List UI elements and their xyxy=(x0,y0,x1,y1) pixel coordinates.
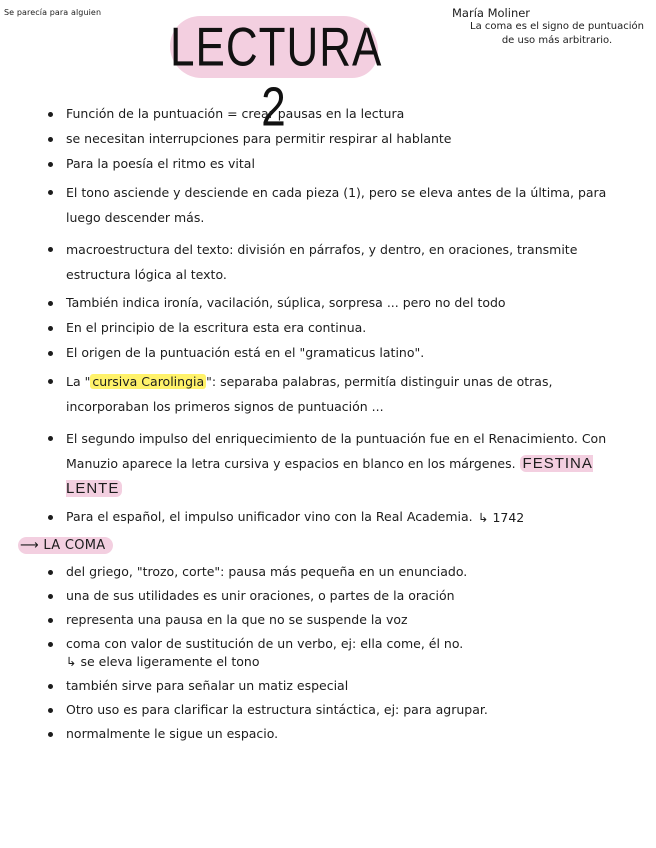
bullet-icon xyxy=(48,162,53,167)
list-item xyxy=(48,344,623,362)
quote-author: María Moliner xyxy=(452,6,531,20)
item-text: del griego, "trozo, corte": pausa más pequeña en un enunciado. xyxy=(66,564,468,579)
bullet-icon xyxy=(48,351,53,356)
list-item xyxy=(48,677,628,695)
list-item xyxy=(48,426,623,501)
bullet-icon xyxy=(48,436,53,441)
bullet-icon xyxy=(48,618,53,623)
festina-lente-highlight: FESTINA LENTE xyxy=(66,455,593,497)
bullet-icon xyxy=(48,642,53,647)
bullet-icon xyxy=(48,515,53,520)
item-text: normalmente le sigue un espacio. xyxy=(66,726,279,741)
item-text-start: El segundo impulso del enriquecimiento de la puntuación fue en el Renacimiento. Con Manuzio aparece la letra cursiva y espacios en blanco en los márgenes. xyxy=(66,431,607,471)
item-text: Otro uso es para clarificar la estructura sintáctica, ej: para agrupar. xyxy=(66,702,488,717)
item-text: Para el español, el impulso unificador vino con la Real Academia. xyxy=(66,509,473,524)
reading-notes-list xyxy=(48,105,623,533)
bullet-icon xyxy=(48,594,53,599)
item-text-start: La " xyxy=(66,374,91,389)
section-heading xyxy=(18,538,113,553)
quote-block xyxy=(452,6,648,48)
item-text: representa una pausa en la que no se suspende la voz xyxy=(66,612,408,627)
list-item xyxy=(48,105,623,123)
item-text: Para la poesía el ritmo es vital xyxy=(66,156,255,171)
bullet-icon xyxy=(48,570,53,575)
year-note: ↳ 1742 xyxy=(478,510,525,525)
bullet-icon xyxy=(48,301,53,306)
list-item xyxy=(48,701,628,719)
bullet-icon xyxy=(48,684,53,689)
item-text: En el principio de la escritura esta era continua. xyxy=(66,320,367,335)
bullet-icon xyxy=(48,732,53,737)
bullet-icon xyxy=(48,379,53,384)
top-left-note: Se parecía para alguien xyxy=(4,8,102,17)
page-title: LECTURA 2 xyxy=(170,16,383,138)
sub-note: ↳ se eleva ligeramente el tono xyxy=(66,654,260,669)
list-item xyxy=(48,725,628,743)
item-text: Función de la puntuación = crear pausas en la lectura xyxy=(66,106,405,121)
bullet-icon xyxy=(48,112,53,117)
bullet-icon xyxy=(48,137,53,142)
item-text: una de sus utilidades es unir oraciones, o partes de la oración xyxy=(66,588,455,603)
list-item xyxy=(48,611,628,629)
section-heading-label: LA COMA xyxy=(43,538,106,553)
list-item xyxy=(48,319,623,337)
arrow-icon: ⟶ xyxy=(20,538,39,553)
bullet-icon xyxy=(48,247,53,252)
item-text: coma con valor de sustitución de un verbo, ej: ella come, él no. xyxy=(66,636,464,651)
list-item xyxy=(48,294,623,312)
list-item xyxy=(48,180,623,230)
item-text: se necesitan interrupciones para permitir respirar al hablante xyxy=(66,131,452,146)
bullet-icon xyxy=(48,708,53,713)
section-heading-highlight xyxy=(18,537,113,554)
list-item xyxy=(48,635,628,671)
item-text: también sirve para señalar un matiz especial xyxy=(66,678,349,693)
bullet-icon xyxy=(48,190,53,195)
quote-text: La coma es el signo de puntuación de uso más arbitrario. xyxy=(470,21,644,46)
list-item xyxy=(48,369,623,419)
list-item xyxy=(48,587,628,605)
item-text-end: ": separaba palabras, permitía distinguir unas de otras, incorporaban los primeros signos de puntuación ... xyxy=(66,374,553,414)
bullet-icon xyxy=(48,326,53,331)
list-item xyxy=(48,155,623,173)
item-text: macroestructura del texto: división en párrafos, y dentro, en oraciones, transmite estructura lógica al texto. xyxy=(66,242,578,282)
list-item xyxy=(48,508,623,526)
list-item xyxy=(48,130,623,148)
item-text: El origen de la puntuación está en el "gramaticus latino". xyxy=(66,345,425,360)
item-text: El tono asciende y desciende en cada pieza (1), pero se eleva antes de la última, para luego descender más. xyxy=(66,185,607,225)
carolingian-highlight: cursiva Carolingia xyxy=(92,374,205,389)
list-item xyxy=(48,237,623,287)
coma-notes-list xyxy=(48,563,628,749)
item-text: También indica ironía, vacilación, súplica, sorpresa ... pero no del todo xyxy=(66,295,506,310)
list-item xyxy=(48,563,628,581)
